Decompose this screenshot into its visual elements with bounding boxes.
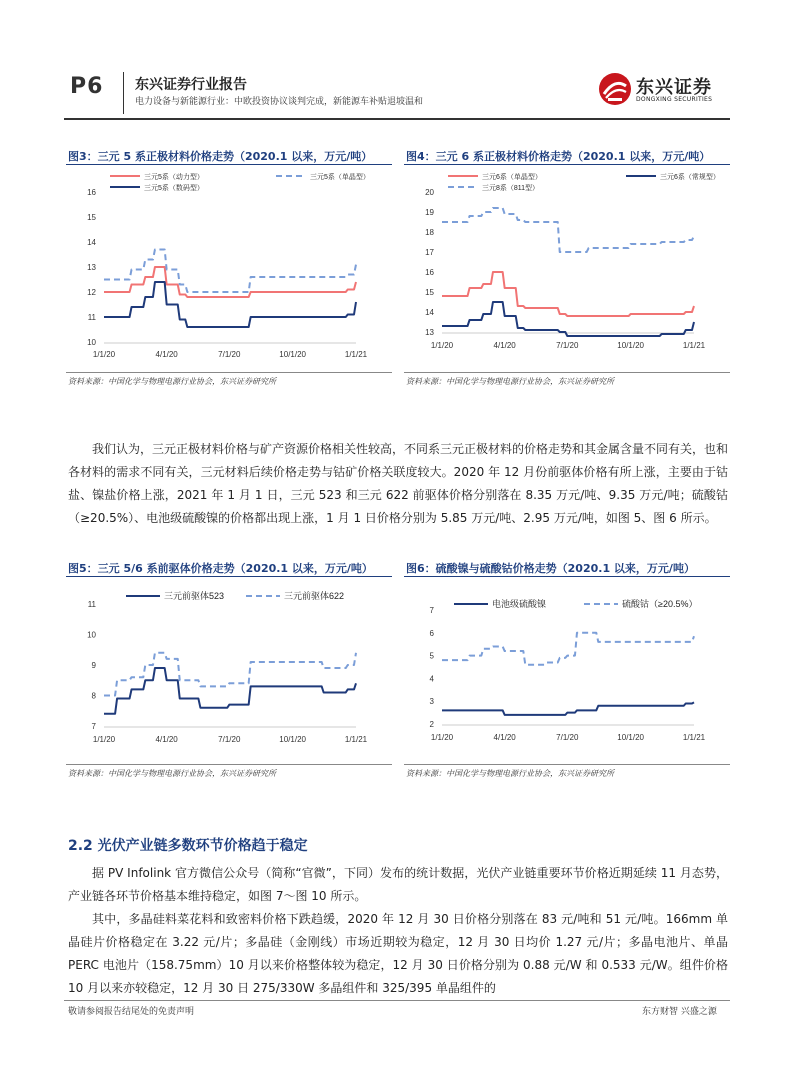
paragraph-text: 我们认为，三元正极材料价格与矿产资源价格相关性较高，不同系三元正极材料的价格走势和其金属含量不同有关，也和各材料的需求不同有关，三元材料后续价格走势与钴矿价格关联度较大。2020 年 12 月份前驱体价格有所上涨，主要由于钴盐、镍盐价格上涨，2021 年 1 月 1 日，三元 523 和三元 622 前驱体价格分别落在 8.35 万元/吨、9.35 万元/吨；硫酸钴（≥20.5%）、电池级硫酸镍的价格都出现上涨，1 月 1 日价格分别为 5.85 万元/吨、2.95 万元/吨，如图 5、图 6 所示。 [68,442,729,525]
series-line-1 [104,668,356,714]
chart-figure-6 [404,580,734,762]
figure-5-title-rule [66,576,392,577]
report-subtitle: 电力设备与新能源行业：中欧投资协议谈判完成，新能源车补贴退坡温和 [135,97,424,107]
x-tick-label: 10/1/20 [279,735,307,744]
y-tick-label: 15 [87,213,96,222]
figure-6-source-rule [404,764,730,765]
legend-label: 硫酸钴（≥20.5%） [622,599,698,609]
paragraph-text: 其中，多晶硅料菜花料和致密料价格下跌趋缓，2020 年 12 月 30 日价格分别落在 83 元/吨和 51 元/吨。166mm 单晶硅片价格稳定在 3.22 元/片；多晶硅（金刚线）市场近期较为稳定，12 月 30 日均价 1.27 元/片；多晶电池片、单晶 PERC 电池片（158.75mm）10 月以来价格整体较为稳定，12 月 30 日价格分别为 0.88 元/W 和 0.533 元/W。组件价格 10 月以来亦较稳定，12 月 30 日 275/330W 多晶组件和 325/395 单晶组件的 [68,912,728,995]
x-tick-label: 10/1/20 [617,341,645,350]
y-tick-label: 13 [425,328,434,337]
legend-label: 三元5系（数码型） [144,185,204,192]
chart-figure-4 [404,166,734,372]
chart-legend [448,172,720,192]
x-tick-label: 1/1/21 [682,733,706,742]
legend-label: 三元5系（单晶型） [310,174,370,181]
footer-slogan: 东方财智 兴盛之源 [642,1007,717,1017]
body-paragraph [68,438,728,530]
figure-6-title-rule [404,576,730,577]
y-tick-label: 20 [425,188,434,197]
x-tick-label: 4/1/20 [493,341,516,350]
company-logo-text: 东兴证券 [636,77,712,98]
figure-5-title: 图5：三元 5/6 系前驱体价格走势（2020.1 以来，万元/吨） [68,562,373,575]
chart-legend [110,172,370,192]
y-tick-label: 10 [87,338,96,347]
y-tick-label: 16 [87,188,96,197]
chart-plot-area [442,633,694,715]
chart-plot-area [104,250,356,328]
y-tick-label: 10 [87,630,96,640]
series-line-1 [442,702,694,715]
legend-label: 三元5系（动力型） [144,174,204,181]
figure-4-title: 图4：三元 6 系正极材料价格走势（2020.1 以来，万元/吨） [406,150,711,163]
y-tick-label: 12 [87,288,96,297]
figure-3-title-rule [66,164,392,165]
y-tick-label: 13 [87,263,96,272]
y-tick-label: 8 [91,691,96,701]
x-tick-label: 1/1/20 [430,733,454,742]
y-tick-label: 6 [429,628,434,638]
y-tick-label: 11 [87,313,96,322]
x-tick-label: 7/1/20 [556,341,579,350]
company-logo-icon [598,72,632,106]
x-tick-label: 7/1/20 [218,350,241,359]
y-tick-label: 14 [87,238,96,247]
x-tick-label: 1/1/21 [344,350,368,359]
chart-legend [126,590,344,601]
series-line-1 [104,267,356,297]
x-tick-label: 1/1/20 [430,341,454,350]
header-rule [64,118,730,120]
x-tick-label: 4/1/20 [155,350,178,359]
x-tick-label: 4/1/20 [155,735,178,744]
y-tick-label: 4 [429,674,434,684]
figure-4-source-rule [404,372,730,373]
y-tick-label: 2 [429,720,434,729]
y-tick-label: 7 [429,606,434,615]
header-divider [123,72,124,114]
legend-label: 电池级硫酸镍 [492,599,547,609]
x-tick-label: 1/1/20 [92,350,116,359]
y-tick-label: 14 [425,308,434,317]
y-tick-label: 18 [425,228,434,237]
chart-axes [430,606,706,742]
legend-label: 三元6系（单晶型） [482,174,542,181]
x-tick-label: 10/1/20 [617,733,645,742]
figure-5-source: 资料来源：中国化学与物理电源行业协会，东兴证券研究所 [68,769,276,778]
body-paragraph [68,862,728,1000]
series-line-1 [442,272,694,316]
chart-axes [87,600,368,744]
x-tick-label: 1/1/21 [344,735,368,744]
figure-4-source: 资料来源：中国化学与物理电源行业协会，东兴证券研究所 [406,377,614,386]
legend-label: 三元6系（常规型） [660,174,720,181]
section-title: 2.2 光伏产业链多数环节价格趋于稳定 [68,838,308,854]
x-tick-label: 4/1/20 [493,733,516,742]
x-tick-label: 10/1/20 [279,350,307,359]
x-tick-label: 7/1/20 [218,735,241,744]
page-number: P6 [70,74,104,99]
figure-6-title: 图6：硫酸镍与硫酸钴价格走势（2020.1 以来，万元/吨） [406,562,695,575]
paragraph-text: 据 PV Infolink 官方微信公众号（简称“官微”，下同）发布的统计数据，光伏产业链重要环节价格近期延续 11 月态势，产业链各环节价格基本维持稳定，如图 7～图 10 所示。 [68,866,728,903]
footer-disclaimer: 敬请参阅报告结尾处的免责声明 [68,1007,195,1017]
series-line-2 [442,633,694,665]
report-title: 东兴证券行业报告 [135,77,247,93]
y-tick-label: 7 [91,722,96,731]
figure-6-source: 资料来源：中国化学与物理电源行业协会，东兴证券研究所 [406,769,614,778]
legend-label: 三元前驱体622 [284,591,345,601]
chart-plot-area [104,653,356,714]
figure-3-source-rule [66,372,392,373]
figure-5-source-rule [66,764,392,765]
figure-3-title: 图3：三元 5 系正极材料价格走势（2020.1 以来，万元/吨） [68,150,373,163]
series-line-2 [104,250,356,293]
figure-3-source: 资料来源：中国化学与物理电源行业协会，东兴证券研究所 [68,377,276,386]
figure-4-title-rule [404,164,730,165]
y-tick-label: 19 [425,208,434,217]
y-tick-label: 15 [425,288,434,297]
chart-figure-3 [66,166,396,372]
series-line-3 [104,282,356,327]
y-tick-label: 11 [87,600,96,609]
y-tick-label: 17 [425,248,434,257]
legend-label: 三元8系（811型） [482,185,540,192]
chart-axes [87,188,368,359]
chart-plot-area [442,208,694,336]
x-tick-label: 1/1/20 [92,735,116,744]
company-logo-en: DONGXING SECURITIES [636,96,713,103]
y-tick-label: 5 [429,651,434,661]
chart-figure-5 [66,580,396,762]
y-tick-label: 3 [429,697,434,707]
y-tick-label: 16 [425,268,434,277]
x-tick-label: 7/1/20 [556,733,579,742]
series-line-3 [442,208,694,252]
chart-legend [454,598,697,609]
y-tick-label: 9 [91,661,96,670]
x-tick-label: 1/1/21 [682,341,706,350]
series-line-2 [442,302,694,336]
legend-label: 三元前驱体523 [164,591,225,601]
footer-rule [64,1000,730,1001]
